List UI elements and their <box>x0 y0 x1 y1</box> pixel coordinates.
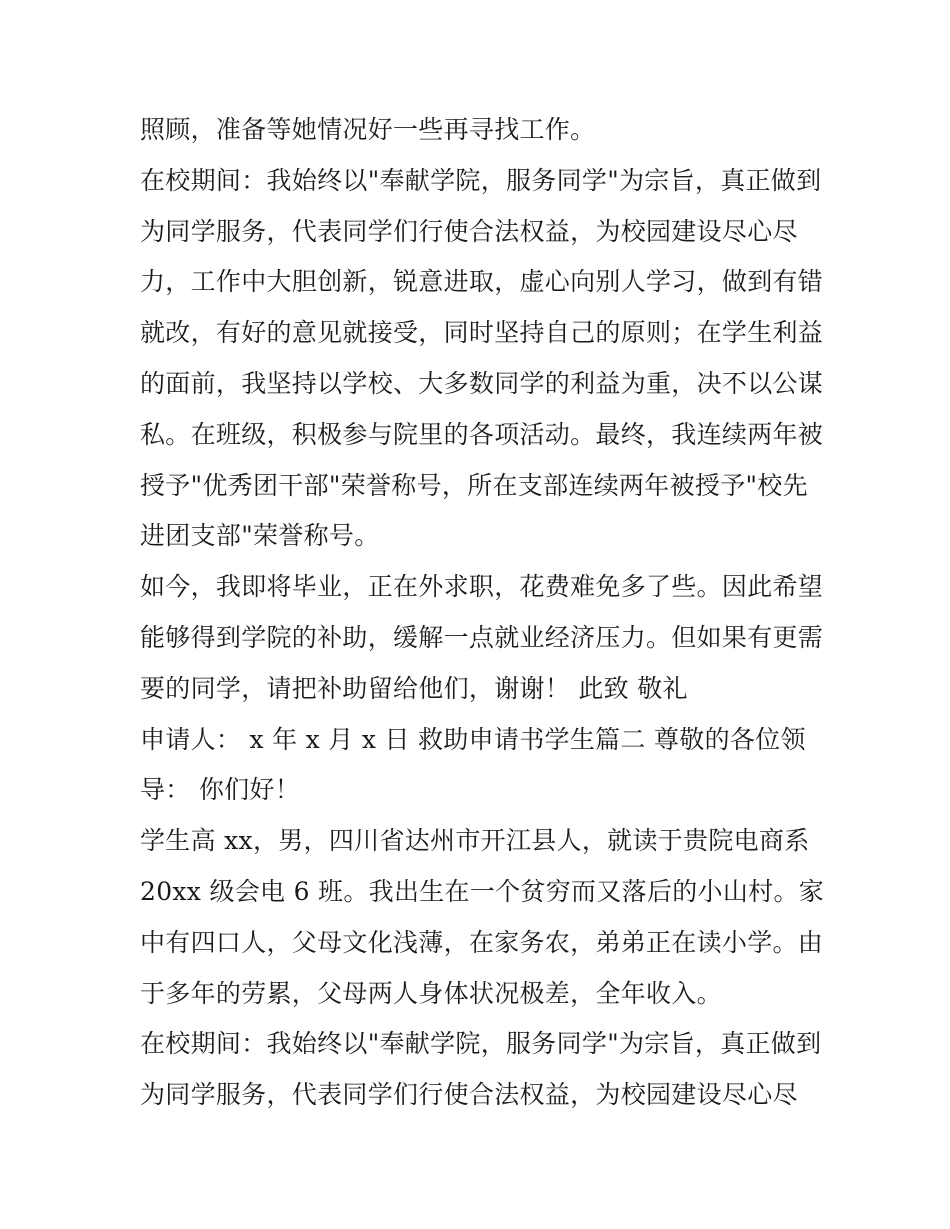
text-line: 私。在班级，积极参与院里的各项活动。最终，我连续两年被 <box>140 419 824 449</box>
text-line: 导： 你们好！ <box>140 775 301 805</box>
text-line: 在校期间：我始终以"奉献学院，服务同学"为宗旨，真正做到 <box>140 1029 822 1059</box>
text-line: 20xx 级会电 6 班。我出生在一个贫穷而又落后的小山村。家 <box>140 876 825 906</box>
text-line: 申请人： x 年 x 月 x 日 救助申请书学生篇二 尊敬的各位领 <box>140 724 806 754</box>
text-line: 为同学服务，代表同学们行使合法权益，为校园建设尽心尽 <box>140 1080 798 1110</box>
text-line: 在校期间：我始终以"奉献学院，服务同学"为宗旨，真正做到 <box>140 165 822 195</box>
text-line: 能够得到学院的补助，缓解一点就业经济压力。但如果有更需 <box>140 622 824 652</box>
text-line: 于多年的劳累，父母两人身体状况极差，全年收入。 <box>140 978 722 1008</box>
text-line: 要的同学，请把补助留给他们，谢谢！ 此致 敬礼 <box>140 673 688 703</box>
text-line: 中有四口人，父母文化浅薄，在家务农，弟弟正在读小学。由 <box>140 927 824 957</box>
text-line: 授予"优秀团干部"荣誉称号，所在支部连续两年被授予"校先 <box>140 470 808 500</box>
text-line: 力，工作中大胆创新，锐意进取，虚心向别人学习，做到有错 <box>140 267 824 297</box>
text-line: 照顾，准备等她情况好一些再寻找工作。 <box>140 115 596 144</box>
document-body <box>140 105 825 1121</box>
text-line: 如今，我即将毕业，正在外求职，花费难免多了些。因此希望 <box>140 572 824 602</box>
text-line: 就改，有好的意见就接受，同时坚持自己的原则；在学生利益 <box>140 318 824 348</box>
text-line: 为同学服务，代表同学们行使合法权益，为校园建设尽心尽 <box>140 216 798 246</box>
text-line: 进团支部"荣誉称号。 <box>140 521 380 551</box>
text-line: 学生高 xx，男，四川省达州市开江县人，就读于贵院电商系 <box>140 826 810 856</box>
text-line: 的面前，我坚持以学校、大多数同学的利益为重，决不以公谋 <box>140 368 824 398</box>
